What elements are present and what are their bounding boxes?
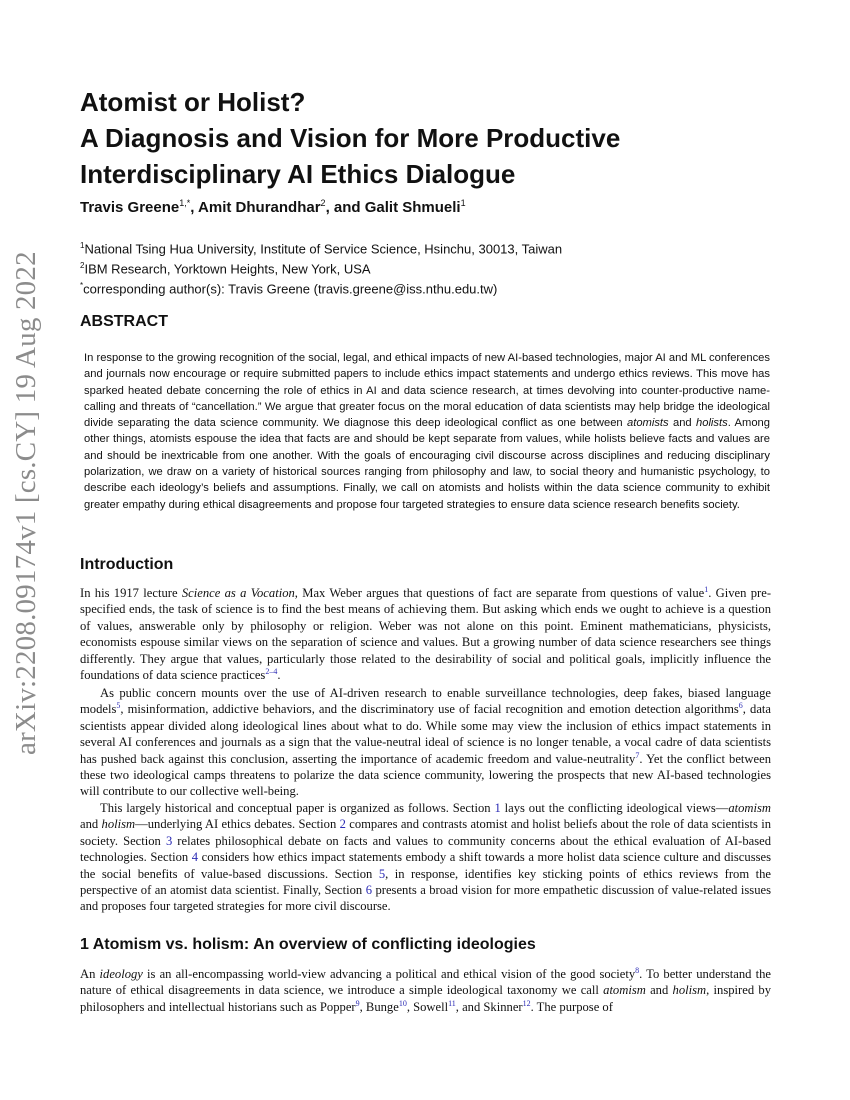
emphasis: atomists bbox=[626, 417, 669, 430]
text-run: is an all-encompassing world-view advancing a political and ethical vision of the good society bbox=[142, 967, 636, 981]
text-run: In response to the growing recognition of the social, legal, and ethical impacts of new AI-based technologies, major AI and ML conferences and journals now encourage or require submitted papers to include ethics impact statements and undergo ethics reviews. This move has sparked heated debate concerning the role of ethics in AI and data science research, at times devolving into counter-productive name-calling and threats of “cancellation.” We argue that greater focus on the moral education of data scientists may help bridge the ideological divide separating the data science community. We diagnose this deep ideological conflict as one between bbox=[84, 352, 770, 430]
citation-link[interactable]: 12 bbox=[522, 998, 531, 1008]
emphasis: atomism bbox=[728, 801, 771, 815]
text-run: , inspired by philosophers and intellectual historians such as Popper bbox=[80, 983, 771, 1014]
affiliation bbox=[80, 238, 780, 258]
introduction-heading: Introduction bbox=[80, 556, 174, 573]
citation-link[interactable]: 11 bbox=[448, 998, 456, 1008]
author-separator: , and bbox=[325, 199, 365, 216]
text-run: , and Skinner bbox=[455, 999, 523, 1014]
author-affiliation-mark: 1 bbox=[460, 198, 466, 208]
title-line: Interdisciplinary AI Ethics Dialogue bbox=[80, 159, 516, 189]
emphasis: ideology bbox=[99, 967, 143, 981]
body-paragraph bbox=[80, 585, 771, 683]
title-line: Atomist or Holist? bbox=[80, 87, 306, 117]
author-name: Travis Greene bbox=[80, 199, 180, 216]
text-run: In his 1917 lecture bbox=[80, 586, 182, 600]
body-paragraph bbox=[80, 800, 771, 915]
text-run: . To better understand the nature of ethical disagreements in data science, we introduce a simple ideological taxonomy we call bbox=[80, 967, 771, 998]
section-link[interactable]: 2 bbox=[339, 817, 346, 832]
text-run: As public concern mounts over the use of AI-driven research to enable surveillance technologies, deep fakes, biased language models bbox=[80, 686, 771, 717]
text-run: compares and contrasts atomist and holist beliefs about the role of data scientists in society. Section bbox=[80, 817, 771, 848]
text-run: , Sowell bbox=[406, 999, 449, 1014]
text-run: presents a broad vision for more empathetic discussion of value-related issues and proposes four targeted strategies for more civil discourse. bbox=[80, 883, 771, 914]
author-separator: , bbox=[190, 199, 199, 216]
emphasis: holists bbox=[696, 417, 728, 430]
text-run: , misinformation, addictive behaviors, and the discriminatory use of facial recognition and emotion detection algorithms bbox=[120, 702, 739, 717]
text-run: and bbox=[668, 417, 696, 430]
author-name: Galit Shmueli bbox=[364, 199, 461, 216]
author-list bbox=[80, 198, 466, 216]
citation-link[interactable]: 10 bbox=[398, 998, 407, 1008]
text-run: —underlying AI ethics debates. Section bbox=[135, 817, 340, 832]
affiliation bbox=[80, 278, 780, 298]
text-run: . The purpose of bbox=[530, 999, 613, 1014]
abstract-heading: ABSTRACT bbox=[80, 313, 168, 330]
author-name: Amit Dhurandhar bbox=[198, 199, 321, 216]
text-run: and bbox=[645, 983, 673, 998]
affiliation bbox=[80, 258, 780, 278]
text-run: and bbox=[80, 817, 102, 832]
emphasis: holism bbox=[101, 817, 136, 832]
text-run: , Max Weber argues that questions of fact are separate from questions of value bbox=[294, 586, 705, 600]
title-line: A Diagnosis and Vision for More Productive bbox=[80, 123, 621, 153]
citation-link[interactable]: 9 bbox=[355, 998, 360, 1008]
affiliation-mark: * bbox=[80, 280, 84, 290]
arxiv-identifier-stamp: arXiv:2208.09174v1 [cs.CY] 19 Aug 2022 bbox=[10, 251, 42, 755]
abstract-text bbox=[84, 350, 770, 513]
citation-link[interactable]: 1 bbox=[704, 584, 709, 594]
author-affiliation-mark: 2 bbox=[320, 198, 326, 208]
affiliation-text: corresponding author(s): Travis Greene (travis.greene@iss.nthu.edu.tw) bbox=[83, 280, 498, 296]
emphasis: atomism bbox=[603, 983, 646, 998]
citation-link[interactable]: 6 bbox=[738, 701, 743, 711]
text-run: lays out the conflicting ideological views— bbox=[500, 801, 729, 815]
section-1-heading: 1 Atomism vs. holism: An overview of conflicting ideologies bbox=[80, 936, 536, 953]
text-run: An bbox=[80, 967, 100, 981]
section-link[interactable]: 6 bbox=[365, 883, 372, 898]
section-link[interactable]: 3 bbox=[165, 833, 173, 848]
section-link[interactable]: 5 bbox=[378, 866, 386, 881]
citation-link[interactable]: 2–4 bbox=[265, 666, 278, 676]
text-run: considers how ethics impact statements embody a shift towards a more holist data science culture and discusses the social benefits of value-based discussions. Section bbox=[80, 850, 771, 881]
affiliation-mark: 1 bbox=[80, 241, 85, 250]
text-run: . Yet the conflict between these two ideological camps threatens to polarize the data science community, lowering the prospects that new AI-based technologies will contribute to our collective well-being. bbox=[80, 751, 771, 799]
citation-link[interactable]: 8 bbox=[635, 965, 640, 975]
emphasis: holism bbox=[672, 983, 707, 998]
text-run: , in response, identifies key sticking points of ethics reviews from the perspective of an atomist data scientist. Finally, Section bbox=[80, 866, 771, 898]
text-run: , data scientists appear divided along ideological lines about what to do. While some may view the inclusion of ethics impact statements in several AI conferences and journals as a sign that the value-neutral ideal of science is no longer tenable, a vocal cadre of data scientists has pushed back against this conclusion, asserting the importance of academic freedom and value-neutrality bbox=[80, 702, 771, 766]
citation-link[interactable]: 5 bbox=[116, 701, 121, 711]
affiliation-text: National Tsing Hua University, Institute of Service Science, Hsinchu, 30013, Taiwan bbox=[84, 241, 563, 257]
body-paragraph bbox=[80, 685, 771, 800]
text-run: , Bunge bbox=[359, 999, 399, 1014]
text-run: . bbox=[277, 668, 281, 683]
text-run: relates philosophical debate on facts and values to community concerns about the ethical evaluation of AI-based technologies. Section bbox=[80, 833, 771, 865]
section-link[interactable]: 1 bbox=[494, 801, 501, 815]
body-paragraph bbox=[80, 966, 771, 1015]
paper-title bbox=[80, 84, 780, 192]
affiliation-list bbox=[80, 238, 780, 297]
section-link[interactable]: 4 bbox=[191, 850, 199, 865]
citation-link[interactable]: 7 bbox=[635, 750, 640, 760]
text-run: . Given pre-specified ends, the task of science is to find the best means of achieving them. But asking which ends we ought to achieve is a question of values, answerable only by philosophy or religion. Weber was not alone on this point. Eminent mathematicians, physicists, economists espouse similar views on the separation of science and values. But a growing number of data science researchers see things differently. They argue that values, particularly those related to the desirability of social and political goals, implicitly influence the foundations of data science practices bbox=[80, 586, 772, 683]
text-run: This largely historical and conceptual paper is organized as follows. Section bbox=[100, 801, 495, 815]
affiliation-text: IBM Research, Yorktown Heights, New York, USA bbox=[84, 261, 371, 277]
affiliation-mark: 2 bbox=[80, 260, 85, 270]
text-run: . Among other things, atomists espouse the idea that facts are and should be kept separate from values, while holists believe facts and values are and should be inextricable from one another. With the goals of encouraging civil discourse across disciplines and reducing disciplinary polarization, we draw on a variety of historical sources ranging from philosophy and law, to social theory and humanistic psychology, to describe each ideology’s beliefs and assumptions. Finally, we call on atomists and holists within the data science community to exhibit greater empathy during ethical disagreements and propose four targeted strategies to ensure data science research benefits society. bbox=[84, 417, 770, 511]
author-affiliation-mark: 1,* bbox=[179, 198, 191, 208]
emphasis: Science as a Vocation bbox=[181, 586, 295, 600]
